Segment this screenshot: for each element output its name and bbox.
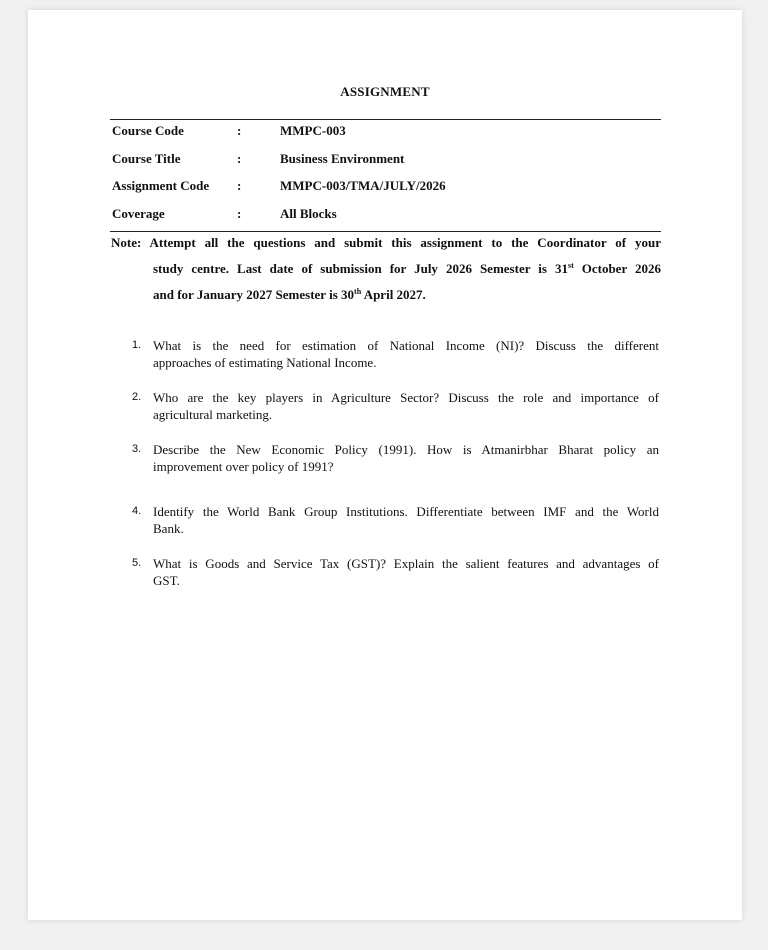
question-item (133, 555, 659, 589)
meta-label: Assignment Code (112, 178, 210, 194)
document-page (28, 10, 742, 920)
meta-value: All Blocks (280, 205, 337, 221)
note-line-2-date: October 2026 (573, 261, 662, 276)
question-line: improvement over policy of 1991? (153, 459, 334, 474)
note-line-3-date: April 2027. (361, 287, 426, 302)
question-item (133, 441, 659, 475)
question-text (153, 555, 659, 589)
meta-value: MMPC-003 (280, 123, 346, 138)
question-line: What is the need for estimation of National Income (NI)? Discuss the different (153, 338, 659, 353)
meta-row-course-title (110, 148, 661, 176)
question-line: GST. (153, 573, 180, 588)
question-line: Who are the key players in Agriculture Sector? Discuss the role and importance of (153, 390, 659, 405)
note-line-2-text: study centre. Last date of submission for July 2026 Semester is 31 (153, 261, 568, 276)
note-line-2 (111, 256, 661, 282)
course-info-table (110, 119, 661, 232)
meta-separator: : (237, 178, 242, 194)
question-number: 2. (132, 391, 142, 403)
meta-row-assignment-code (110, 175, 661, 203)
meta-separator: : (237, 150, 242, 166)
meta-value: MMPC-003/TMA/JULY/2026 (280, 178, 446, 194)
question-line: agricultural marketing. (153, 407, 273, 422)
question-number: 5. (132, 557, 142, 569)
meta-label: Coverage (112, 205, 165, 221)
question-line: approaches of estimating National Income. (153, 355, 377, 370)
question-line: Identify the World Bank Group Institutions. Differentiate between IMF and the World (153, 504, 659, 519)
meta-separator: : (237, 205, 242, 221)
question-number: 1. (132, 339, 142, 351)
note-superscript: th (354, 287, 362, 296)
document-title: ASSIGNMENT (340, 84, 430, 99)
meta-row-course-code (110, 120, 661, 148)
note-line-3-text: and for January 2027 Semester is 30 (153, 287, 355, 302)
question-item (133, 337, 659, 371)
question-number: 3. (132, 443, 142, 455)
question-line: Describe the New Economic Policy (1991). How is Atmanirbhar Bharat policy an (153, 442, 659, 457)
question-text (153, 389, 659, 423)
meta-value: Business Environment (280, 150, 405, 166)
note-line-3 (111, 282, 661, 308)
question-line: Bank. (153, 521, 184, 536)
submission-note (111, 230, 661, 308)
question-item (133, 389, 659, 423)
note-superscript: st (567, 261, 574, 270)
meta-label: Course Title (112, 150, 181, 166)
meta-row-coverage (110, 203, 661, 231)
question-text (153, 503, 659, 537)
question-text (153, 337, 659, 371)
question-line: What is Goods and Service Tax (GST)? Explain the salient features and advantages of (153, 556, 659, 571)
question-number: 4. (132, 505, 142, 517)
meta-separator: : (237, 123, 242, 138)
meta-label: Course Code (112, 123, 184, 138)
note-line-1: Note: Attempt all the questions and submit this assignment to the Coordinator of your (111, 235, 661, 250)
question-text (153, 441, 659, 475)
question-item (133, 503, 659, 537)
